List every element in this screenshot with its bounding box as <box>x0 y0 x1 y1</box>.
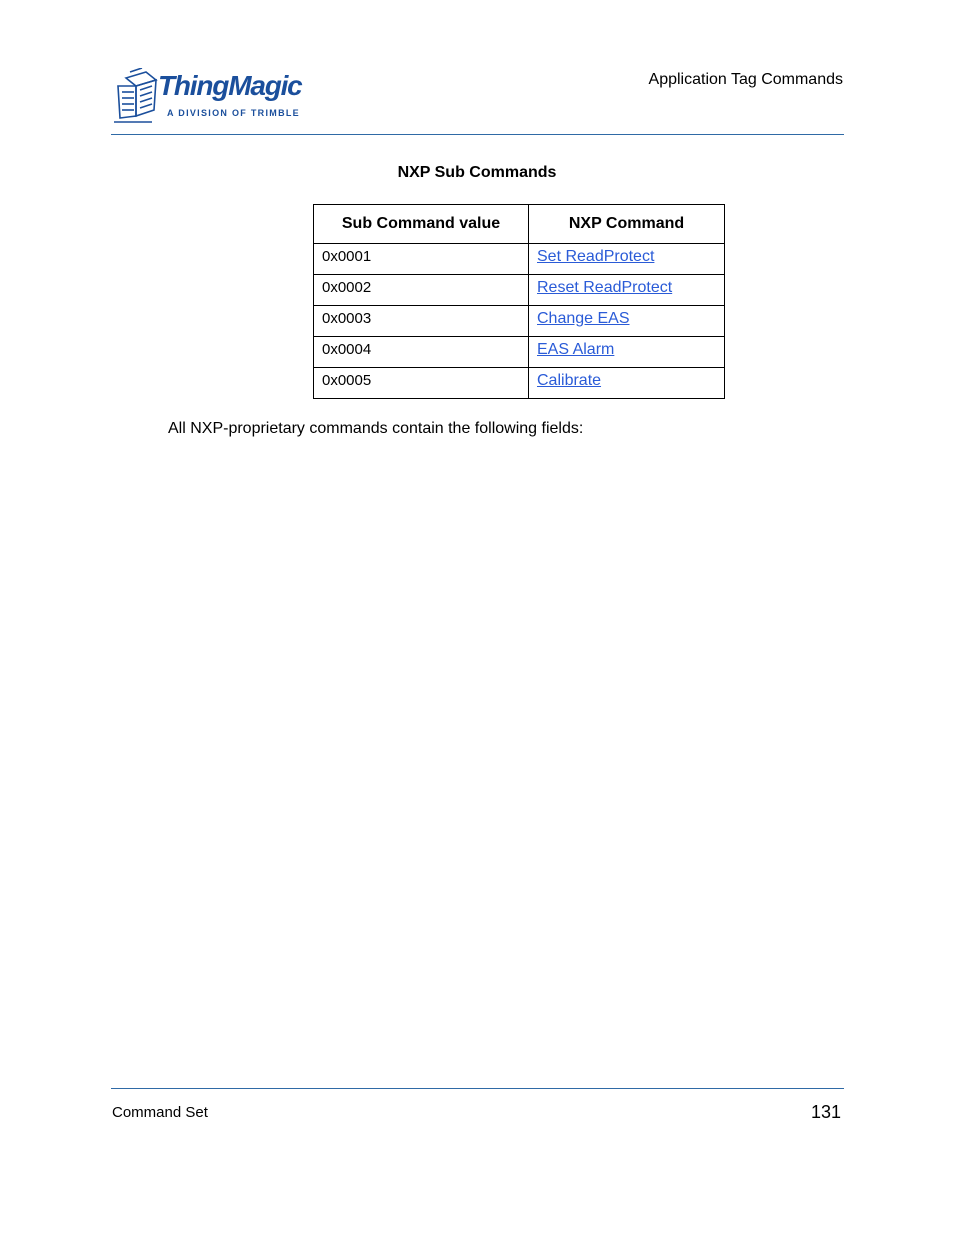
header-divider <box>111 134 844 135</box>
page-number: 131 <box>810 1102 841 1122</box>
body-paragraph: All NXP-proprietary commands contain the following fields: <box>168 420 584 437</box>
table-row <box>314 368 725 399</box>
link-eas-alarm[interactable]: EAS Alarm <box>537 341 615 358</box>
nxp-command-cell <box>529 368 725 399</box>
nxp-command-cell <box>529 337 725 368</box>
table-row <box>314 244 725 275</box>
sub-command-value: 0x0001 <box>314 244 529 275</box>
footer-chapter: Command Set <box>112 1104 208 1121</box>
column-header-nxp-command: NXP Command <box>529 205 725 244</box>
logo-wordmark: ThingMagic <box>158 70 302 101</box>
section-title: Application Tag Commands <box>648 71 843 88</box>
link-reset-readprotect[interactable]: Reset ReadProtect <box>537 279 673 296</box>
cube-logo-icon <box>112 68 160 126</box>
column-header-sub-command-value: Sub Command value <box>314 205 529 244</box>
nxp-command-cell <box>529 306 725 337</box>
company-logo <box>112 68 312 126</box>
link-calibrate[interactable]: Calibrate <box>537 372 602 389</box>
nxp-sub-commands-table <box>313 204 725 399</box>
logo-tagline: A DIVISION OF TRIMBLE <box>167 108 300 118</box>
sub-command-value: 0x0002 <box>314 275 529 306</box>
sub-command-value: 0x0003 <box>314 306 529 337</box>
link-change-eas[interactable]: Change EAS <box>537 310 630 327</box>
sub-command-value: 0x0005 <box>314 368 529 399</box>
sub-command-value: 0x0004 <box>314 337 529 368</box>
table-row <box>314 275 725 306</box>
table-row <box>314 337 725 368</box>
table-header-row <box>314 205 725 244</box>
table-row <box>314 306 725 337</box>
nxp-command-cell <box>529 244 725 275</box>
nxp-command-cell <box>529 275 725 306</box>
footer-divider <box>111 1088 844 1089</box>
link-set-readprotect[interactable]: Set ReadProtect <box>537 248 655 265</box>
table-caption: NXP Sub Commands <box>397 164 557 181</box>
